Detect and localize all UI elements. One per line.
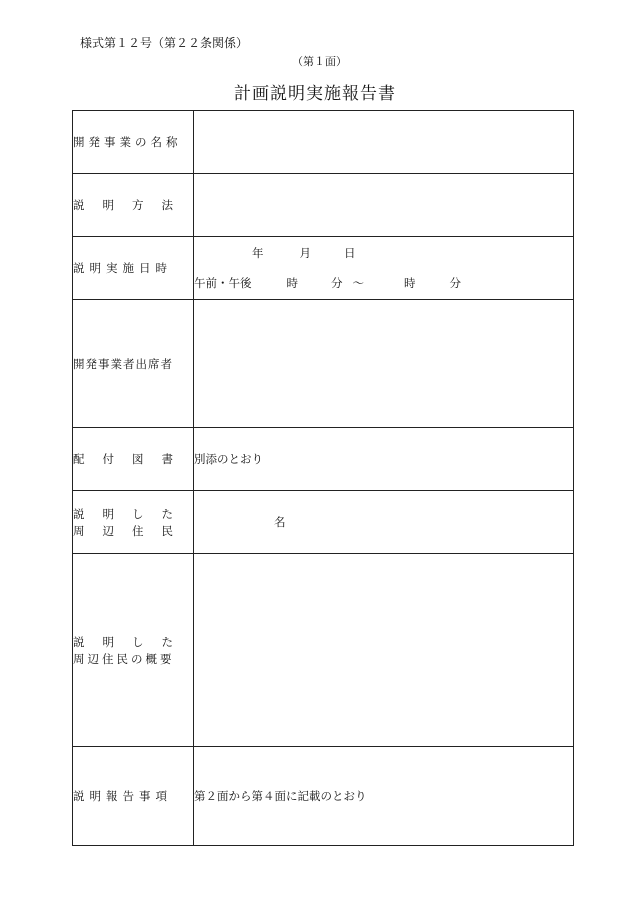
page-label: （第１面） [292,55,347,68]
row-attendees [73,300,574,428]
minute-from-unit: 分 [331,276,343,290]
label-char: た [161,634,173,649]
label-text: 開発事業者出席者 [73,356,173,371]
label-char: 住 [132,523,144,538]
field-distributed[interactable]: 別添のとおり [194,428,574,491]
field-method[interactable] [194,174,574,237]
row-summary [73,554,574,747]
label-char: 明 [102,506,114,521]
label-distributed [73,428,194,491]
field-report[interactable]: 第２面から第４面に記載のとおり [194,747,574,846]
report-form-table [72,110,574,846]
row-method [73,174,574,237]
range-tilde: ～ [352,276,364,290]
label-summary [73,554,194,747]
label-char: 図 [132,452,144,466]
row-project-name [73,111,574,174]
label-datetime [73,237,194,300]
label-text: 開発事業の名称 [73,135,182,149]
label-char: 方 [132,198,144,212]
label-char: 配 [73,452,85,466]
label-char: 辺 [102,523,114,538]
label-char: し [132,506,144,521]
label-attendees [73,300,194,428]
document-title: 計画説明実施報告書 [234,84,396,104]
label-char: 説 [73,634,85,649]
label-residents [73,491,194,554]
field-summary[interactable] [194,554,574,747]
label-method [73,174,194,237]
hour-from-unit: 時 [286,276,298,290]
field-datetime[interactable] [194,237,574,300]
label-char: 説 [73,506,85,521]
label-char: 説 [73,198,85,212]
row-distributed [73,428,574,491]
row-report [73,747,574,846]
row-datetime [73,237,574,300]
field-residents-count[interactable] [194,491,574,554]
minute-to-unit: 分 [449,276,461,290]
label-char: 法 [161,198,173,212]
day-unit: 日 [344,246,356,260]
row-residents [73,491,574,554]
ampm-choice[interactable]: 午前・午後 [194,276,252,290]
label-char: 付 [102,452,114,466]
hour-to-unit: 時 [404,276,416,290]
label-text: 説明報告事項 [73,789,172,803]
count-unit: 名 [274,515,286,529]
year-unit: 年 [252,246,264,260]
label-char: 明 [102,634,114,649]
field-project-name[interactable] [194,111,574,174]
label-text: 周辺住民の概要 [73,651,175,666]
label-char: 明 [102,198,114,212]
label-text: 説明実施日時 [73,261,172,275]
label-project-name [73,111,194,174]
label-char: 周 [73,523,85,538]
label-char: た [161,506,173,521]
form-number: 様式第１２号（第２２条関係） [80,36,249,50]
field-attendees[interactable] [194,300,574,428]
label-char: 民 [161,523,173,538]
month-unit: 月 [299,246,311,260]
label-report [73,747,194,846]
label-char: 書 [161,452,173,466]
label-char: し [132,634,144,649]
